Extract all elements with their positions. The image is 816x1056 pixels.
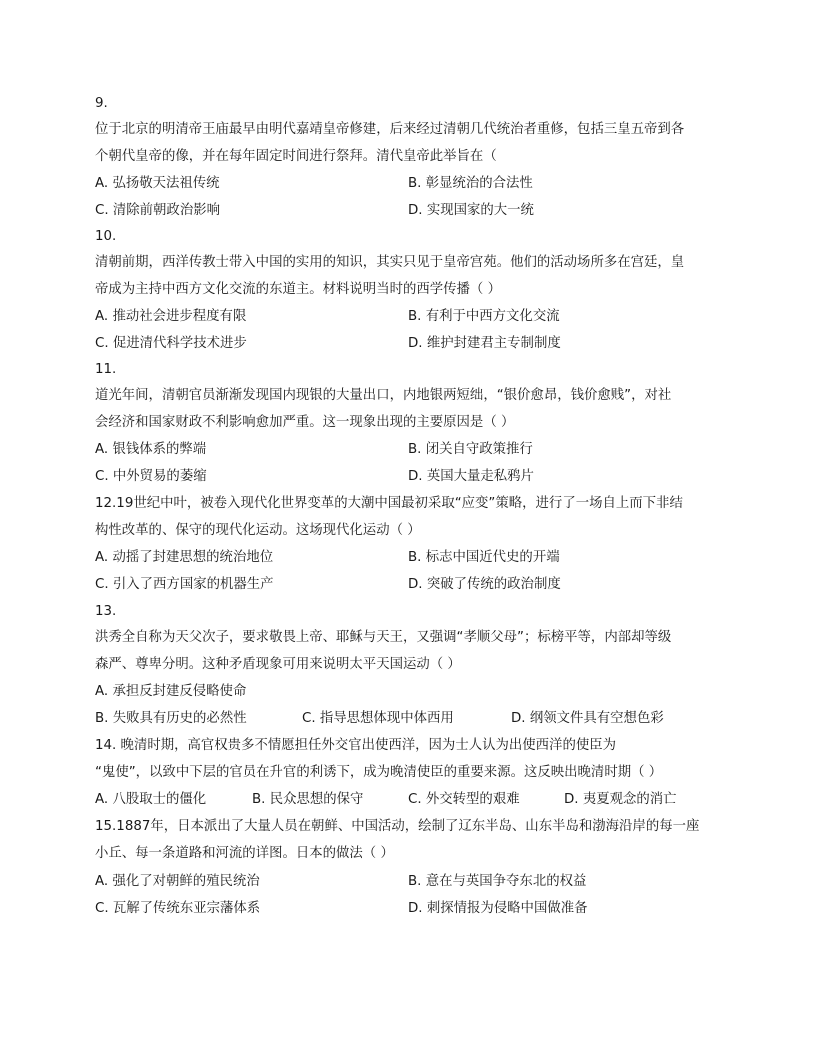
- question-13-option-c: C. 指导思想体现中体西用: [302, 711, 454, 726]
- question-15-option-b: B. 意在与英国争夺东北的权益: [408, 874, 587, 889]
- question-9-stem-line-2: 个朝代皇帝的像，并在每年固定时间进行祭拜。清代皇帝此举旨在（: [95, 149, 497, 164]
- question-14-option-b: B. 民众思想的保守: [252, 792, 364, 807]
- question-15-option-d: D. 刺探情报为侵略中国做准备: [408, 901, 588, 916]
- question-10-option-b: B. 有利于中西方文化交流: [408, 309, 560, 324]
- question-10-stem-line-1: 清朝前期，西洋传教士带入中国的实用的知识，其实只见于皇帝宫苑。他们的活动场所多在宫廷，皇: [95, 255, 685, 270]
- question-10-option-c: C. 促进清代科学技术进步: [95, 336, 247, 351]
- question-13-option-d: D. 纲领文件具有空想色彩: [511, 711, 664, 726]
- question-12-stem-line-2: 构性改革的、保守的现代化运动。这场现代化运动（ ）: [95, 523, 421, 538]
- question-11-option-c: C. 中外贸易的萎缩: [95, 469, 207, 484]
- question-11-option-d: D. 英国大量走私鸦片: [408, 469, 534, 484]
- question-15-stem-line-2: 小丘、每一条道路和河流的详图。日本的做法（ ）: [95, 846, 394, 861]
- question-13-stem-line-2: 森严、尊卑分明。这种矛盾现象可用来说明太平天国运动（ ）: [95, 657, 461, 672]
- question-11-option-b: B. 闭关自守政策推行: [408, 442, 533, 457]
- question-9-number: 9.: [95, 96, 108, 111]
- question-14-option-c: C. 外交转型的艰难: [408, 792, 520, 807]
- question-10-option-a: A. 推动社会进步程度有限: [95, 309, 247, 324]
- question-12-option-a: A. 动摇了封建思想的统治地位: [95, 550, 274, 565]
- question-12-option-c: C. 引入了西方国家的机器生产: [95, 577, 274, 592]
- question-14-option-a: A. 八股取士的僵化: [95, 792, 207, 807]
- question-11-stem-line-1: 道光年间，清朝官员渐渐发现国内现银的大量出口，内地银两短绌，“银价愈昂，钱价愈贱”，对社: [95, 388, 672, 403]
- question-11-number: 11.: [95, 362, 117, 377]
- question-15-option-c: C. 瓦解了传统东亚宗藩体系: [95, 901, 261, 916]
- question-10-stem-line-2: 帝成为主持中西方文化交流的东道主。材料说明当时的西学传播（ ）: [95, 282, 501, 297]
- question-12-option-d: D. 突破了传统的政治制度: [408, 577, 561, 592]
- question-14-option-d: D. 夷夏观念的消亡: [564, 792, 677, 807]
- question-9-option-b: B. 彰显统治的合法性: [408, 176, 533, 191]
- question-13-option-a: A. 承担反封建反侵略使命: [95, 684, 247, 699]
- question-13-stem-line-1: 洪秀全自称为天父次子，要求敬畏上帝、耶稣与天王，又强调“孝顺父母”；标榜平等，内部却等级: [95, 630, 672, 645]
- question-15-stem-line-1: 15.1887年，日本派出了大量人员在朝鲜、中国活动，绘制了辽东半岛、山东半岛和渤海沿岸的每一座: [95, 819, 700, 834]
- question-9-option-c: C. 清除前朝政治影响: [95, 203, 220, 218]
- question-15-option-a: A. 强化了对朝鲜的殖民统治: [95, 874, 260, 889]
- question-10-number: 10.: [95, 229, 117, 244]
- question-14-stem-line-1: 14. 晚清时期，高官权贵多不情愿担任外交官出使西洋，因为士人认为出使西洋的使臣为: [95, 738, 617, 753]
- question-10-option-d: D. 维护封建君主专制制度: [408, 336, 561, 351]
- question-12-stem-line-1: 12.19世纪中叶，被卷入现代化世界变革的大潮中国最初采取“应变”策略，进行了一场自上而下非结: [95, 496, 683, 511]
- question-11-stem-line-2: 会经济和国家财政不利影响愈加严重。这一现象出现的主要原因是（ ）: [95, 415, 515, 430]
- question-13-number: 13.: [95, 604, 117, 619]
- question-14-stem-line-2: “鬼使”，以致中下层的官员在升官的利诱下，成为晚清使臣的重要来源。这反映出晚清时期（ ）: [95, 765, 663, 780]
- question-9-option-d: D. 实现国家的大一统: [408, 203, 534, 218]
- question-12-option-b: B. 标志中国近代史的开端: [408, 550, 560, 565]
- question-9-option-a: A. 弘扬敬天法祖传统: [95, 176, 220, 191]
- question-11-option-a: A. 银钱体系的弊端: [95, 442, 207, 457]
- question-9-stem-line-1: 位于北京的明清帝王庙最早由明代嘉靖皇帝修建，后来经过清朝几代统治者重修，包括三皇五帝到各: [95, 122, 685, 137]
- question-13-option-b: B. 失败具有历史的必然性: [95, 711, 247, 726]
